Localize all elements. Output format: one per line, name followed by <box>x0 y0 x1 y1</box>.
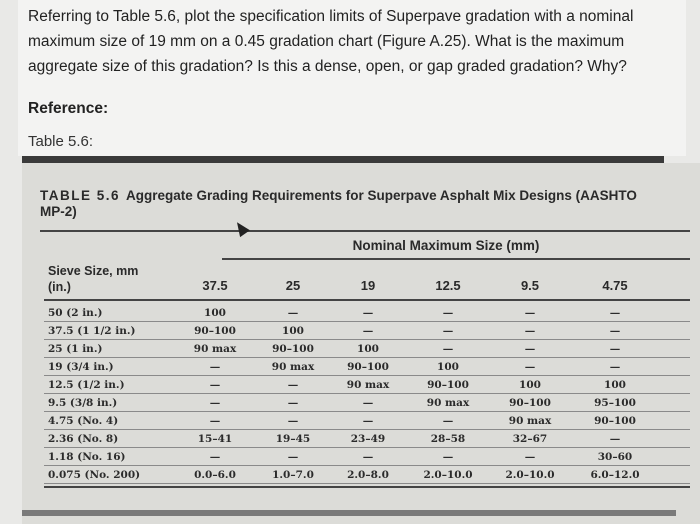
table-cell: 90–100 <box>427 379 469 391</box>
table-cell: 6.0–12.0 <box>590 469 640 481</box>
table-row <box>22 466 700 484</box>
table-row <box>22 376 700 394</box>
page-bottom-rule <box>22 510 676 516</box>
group-header: Nominal Maximum Size (mm) <box>352 238 540 253</box>
table-caption <box>40 188 640 220</box>
table-cell: — <box>442 451 454 463</box>
table-cell: — <box>524 325 536 337</box>
table-cell: 90–100 <box>347 361 389 373</box>
table-cell: 95–100 <box>594 397 636 409</box>
table-cell: 90–100 <box>272 343 314 355</box>
table-cell: — <box>442 307 454 319</box>
table-cell: 90 max <box>193 343 237 355</box>
row-rule <box>44 483 690 484</box>
column-header-4-75: 4.75 <box>602 278 628 293</box>
table-row <box>22 340 700 358</box>
table-cell: — <box>362 451 374 463</box>
sieve-header <box>48 263 138 295</box>
caption-rule <box>40 230 690 232</box>
table-cell: 0.0–6.0 <box>194 469 236 481</box>
group-header-rule <box>222 258 690 260</box>
table-row <box>22 448 700 466</box>
table-cell: 15–41 <box>197 433 233 445</box>
sieve-size: 1.18 (No. 16) <box>48 451 126 463</box>
table-cell: — <box>609 307 621 319</box>
table-cell: — <box>287 451 299 463</box>
reference-label: Reference: <box>28 100 109 117</box>
table-cell: — <box>209 451 221 463</box>
table-cell: 90 max <box>271 361 315 373</box>
table-cell: 100 <box>357 343 379 355</box>
column-header-19: 19 <box>360 278 376 293</box>
table-row <box>22 412 700 430</box>
sieve-size: 2.36 (No. 8) <box>48 433 119 445</box>
table-cell: — <box>609 433 621 445</box>
table-cell: — <box>362 325 374 337</box>
sieve-size: 37.5 (1 1/2 in.) <box>48 325 136 337</box>
table-cell: 28–58 <box>430 433 466 445</box>
column-header-25: 25 <box>285 278 301 293</box>
table-cell: — <box>362 307 374 319</box>
table-cell: — <box>287 397 299 409</box>
sieve-size: 50 (2 in.) <box>48 307 103 319</box>
table-cell: 23–49 <box>350 433 386 445</box>
table-title: Aggregate Grading Requirements for Superpave Asphalt Mix Designs (AASHTO MP-2) <box>40 188 637 219</box>
table-cell: 90–100 <box>194 325 236 337</box>
table-cell: 90 max <box>346 379 390 391</box>
table-cell: — <box>609 343 621 355</box>
sieve-size: 9.5 (3/8 in.) <box>48 397 118 409</box>
table-cell: — <box>524 361 536 373</box>
table-cell: 30–60 <box>597 451 633 463</box>
section-divider <box>22 156 664 163</box>
table-cell: — <box>209 379 221 391</box>
table-cell: 90–100 <box>509 397 551 409</box>
table-cell: — <box>442 325 454 337</box>
column-header-9-5: 9.5 <box>520 278 540 293</box>
table-cell: — <box>442 343 454 355</box>
table-reference: Table 5.6: <box>28 133 94 150</box>
table-cell: — <box>209 361 221 373</box>
table-cell: — <box>287 379 299 391</box>
table-cell: — <box>524 307 536 319</box>
cursor-arrow-icon <box>232 219 250 237</box>
sieve-size: 12.5 (1/2 in.) <box>48 379 125 391</box>
table-cell: 90 max <box>508 415 552 427</box>
table-cell: 19–45 <box>275 433 311 445</box>
table-cell: — <box>362 415 374 427</box>
table-cell: — <box>609 325 621 337</box>
table-cell: — <box>209 397 221 409</box>
question-panel <box>18 0 686 156</box>
sieve-size: 25 (1 in.) <box>48 343 103 355</box>
table-cell: — <box>287 415 299 427</box>
column-header-12-5: 12.5 <box>435 278 461 293</box>
header-rule <box>44 299 690 301</box>
table-cell: — <box>524 451 536 463</box>
table-cell: 100 <box>204 307 226 319</box>
table-cell: — <box>524 343 536 355</box>
table-cell: 90 max <box>426 397 470 409</box>
table-bottom-rule <box>44 486 690 488</box>
table-cell: 100 <box>437 361 459 373</box>
sieve-size: 0.075 (No. 200) <box>48 469 141 481</box>
sieve-header-line1: Sieve Size, mm <box>48 264 139 278</box>
table-cell: — <box>287 307 299 319</box>
column-header-37-5: 37.5 <box>202 278 228 293</box>
table-cell: 100 <box>282 325 304 337</box>
table-cell: 2.0–8.0 <box>347 469 389 481</box>
table-cell: 100 <box>519 379 541 391</box>
table-row <box>22 430 700 448</box>
sieve-size: 19 (3/4 in.) <box>48 361 114 373</box>
question-text: Referring to Table 5.6, plot the specification limits of Superpave gradation with a nominal maximum size of 19 mm on a 0.45 gradation chart (Figure A.25). What is the maximum aggregate size of this gradation? Is this a dense, open, or gap graded gradation? Why? <box>28 8 634 75</box>
table-cell: — <box>442 415 454 427</box>
table-cell: — <box>362 397 374 409</box>
table-row <box>22 322 700 340</box>
table-number: TABLE 5.6 <box>40 188 121 203</box>
sieve-header-line2: (in.) <box>48 280 71 294</box>
table-cell: 1.0–7.0 <box>272 469 314 481</box>
sieve-size: 4.75 (No. 4) <box>48 415 119 427</box>
table-row <box>22 394 700 412</box>
table-row <box>22 358 700 376</box>
table-cell: 32–67 <box>512 433 548 445</box>
table-cell: 2.0–10.0 <box>423 469 473 481</box>
table-cell: 100 <box>604 379 626 391</box>
table-row <box>22 304 700 322</box>
table-cell: 90–100 <box>594 415 636 427</box>
table-cell: 2.0–10.0 <box>505 469 555 481</box>
table-cell: — <box>209 415 221 427</box>
table-cell: — <box>609 361 621 373</box>
table-image <box>22 163 700 524</box>
